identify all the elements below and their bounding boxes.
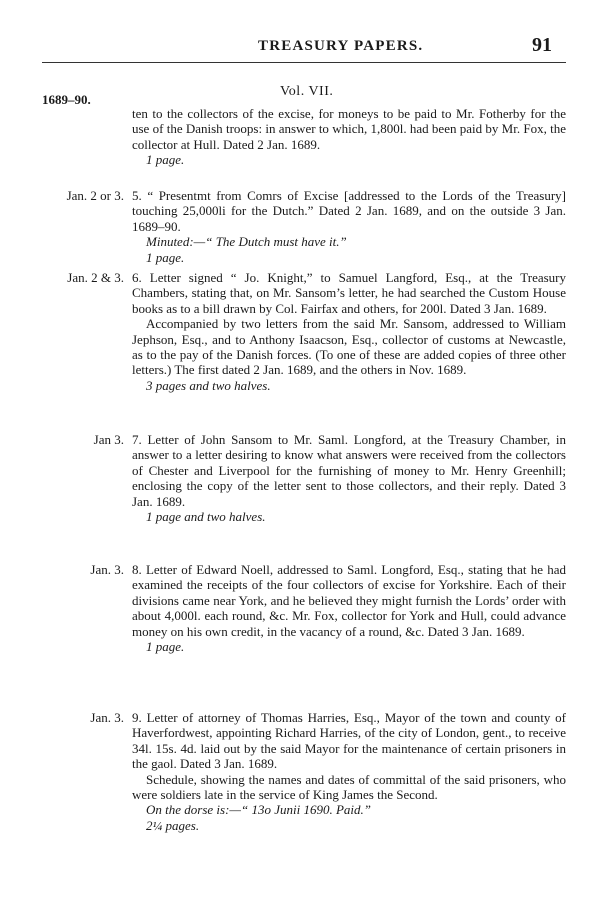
entry-7: [132, 432, 566, 524]
continuation-block: [132, 106, 566, 168]
entry-pages: 1 page.: [146, 249, 185, 265]
continuation-pages: 1 page.: [146, 152, 185, 168]
entry-extra: Accompanied by two letters from the said Mr. Sansom, addressed to William Jephson, Esq., and to Anthony Isaacson, Esq., collector of customs at Newcastle, as to the pay of the Danish forces. (To one of these are added copies of three other letters.) The first dated 2 Jan. 1689, and the others in Nov. 1689.: [132, 316, 566, 378]
year-marginal: 1689–90.: [42, 92, 91, 107]
entry-text: 5. “ Presentmt from Comrs of Excise [addressed to the Lords of the Treasury] touching 25,000li for the Dutch.” Dated 2 Jan. 1689, and on the outside 3 Jan. 1689–90.: [132, 188, 566, 234]
entry-note: Minuted:—“ The Dutch must have it.”: [146, 234, 347, 250]
entry-text: 8. Letter of Edward Noell, addressed to Saml. Longford, Esq., stating that he had examined the receipts of the four collectors of excise for Yorkshire. Each of their divisions came near York, and he believed they might furnish the Lords’ order with about 4,000l. each round, &c. Mr. Fox, collector for York and Hull, could advance money on his own credit, in the vacancy of a round, &c. Dated 3 Jan. 1689.: [132, 562, 566, 639]
entry-text: 9. Letter of attorney of Thomas Harries, Esq., Mayor of the town and county of Haverfordwest, appointing Richard Harries, of the city of London, gent., to receive 34l. 15s. 4d. laid out by the said Mayor for the maintenance of certain prisoners in the gaol. Dated 3 Jan. 1689.: [132, 710, 566, 772]
entry-6: [132, 270, 566, 393]
entry-8: [132, 562, 566, 654]
entry-note: On the dorse is:—“ 13o Junii 1690. Paid.”: [146, 802, 371, 818]
entry-5: [132, 188, 566, 265]
entry-date: Jan. 3.: [90, 710, 124, 725]
entry-pages: 1 page.: [146, 639, 185, 655]
entry-9: [132, 710, 566, 833]
running-head-title: TREASURY PAPERS.: [258, 38, 424, 54]
header-rule: [42, 62, 566, 63]
entry-date: Jan. 2 or 3.: [66, 188, 124, 203]
entry-date: Jan. 2 & 3.: [67, 270, 124, 285]
continuation-text: ten to the collectors of the excise, for moneys to be paid to Mr. Fotherby for the use of the Danish troops: in answer to which, 1,800l. had been paid by Mr. Fox, the collector at Hull. Dated 2 Jan. 1689.: [132, 106, 566, 152]
entry-extra: Schedule, showing the names and dates of committal of the said prisoners, who were soldiers late in the service of King James the Second.: [132, 771, 566, 803]
volume-label: Vol. VII.: [280, 84, 334, 99]
entry-text: 7. Letter of John Sansom to Mr. Saml. Longford, at the Treasury Chamber, in answer to a letter desiring to know what answers were received from the collectors of Chester and Liverpool for the furnishing of money to Mr. Henry Greenhill; enclosing the copy of the letter sent to those collectors, and their reply. Dated 3 Jan. 1689.: [132, 432, 566, 509]
entry-pages: 2¼ pages.: [146, 817, 200, 833]
entry-date: Jan 3.: [93, 432, 124, 447]
entry-pages: 1 page and two halves.: [146, 509, 266, 525]
entry-text: 6. Letter signed “ Jo. Knight,” to Samuel Langford, Esq., at the Treasury Chambers, stating that, on Mr. Sansom’s letter, he had searched the Custom House books as to a bill drawn by Col. Fairfax and others, for 200l. Dated 3 Jan. 1689.: [132, 270, 566, 316]
page-number: 91: [532, 34, 552, 56]
entry-date: Jan. 3.: [90, 562, 124, 577]
entry-pages: 3 pages and two halves.: [146, 377, 271, 393]
